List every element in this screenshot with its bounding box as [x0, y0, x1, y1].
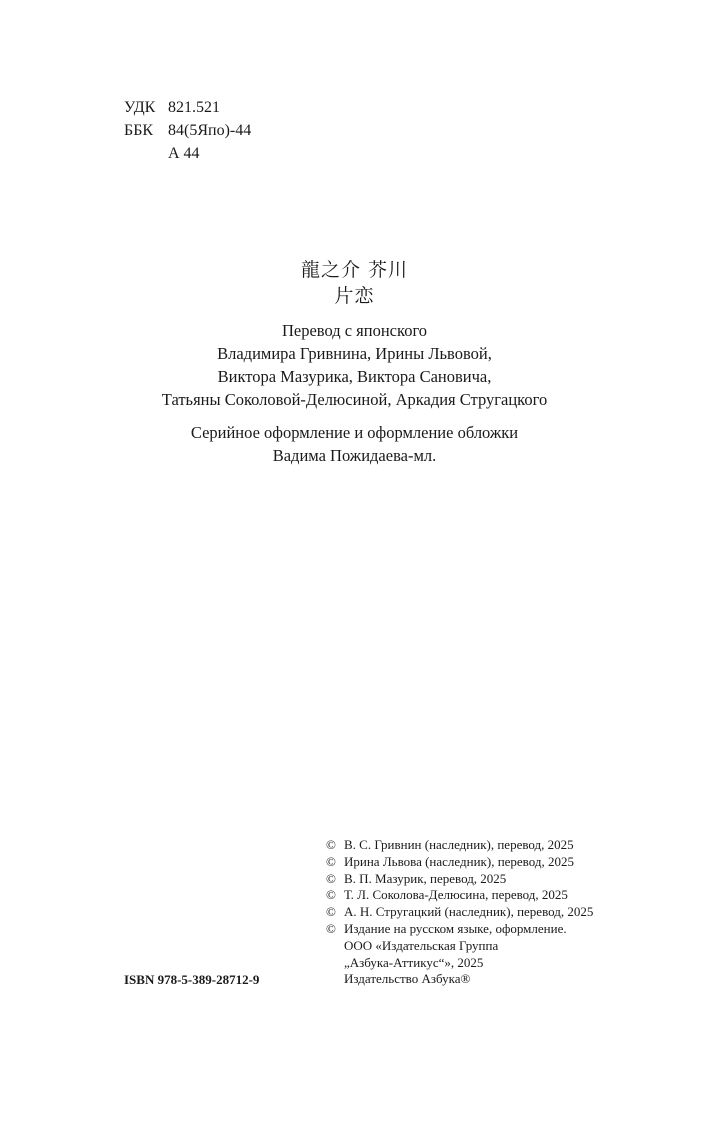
design-credits [0, 421, 709, 467]
copyright-symbol: © [326, 837, 336, 852]
author-mark-row [124, 142, 251, 165]
isbn: ISBN 978-5-389-28712-9 [124, 972, 260, 987]
copyright-entry [326, 921, 593, 938]
author-mark: А 44 [168, 145, 200, 162]
udk-label: УДК [124, 99, 156, 116]
copyright-block [326, 837, 593, 988]
copyright-symbol: © [326, 887, 336, 903]
design-line: Вадима Пожидаева-мл. [272, 446, 437, 465]
copyright-text: Т. Л. Соколова-Делюсина, перевод, 2025 [344, 887, 568, 903]
author-cjk: 龍之介 芥川 [300, 259, 409, 281]
publisher-line: Издательство Азбука® [344, 971, 471, 987]
translation-line: Перевод с японского [281, 321, 428, 340]
title-block [0, 257, 709, 309]
copyright-entry [326, 871, 593, 888]
copyright-continuation [326, 938, 593, 955]
classification-block [124, 96, 251, 165]
translation-line: Татьяны Соколовой-Делюсиной, Аркадия Стругацкого [161, 390, 548, 409]
udk-row [124, 96, 251, 119]
bbk-row [124, 119, 251, 142]
copyright-text: В. С. Гривнин (наследник), перевод, 2025 [344, 837, 574, 852]
translation-line: Владимира Гривнина, Ирины Львовой, [217, 344, 492, 363]
publisher-line: ООО «Издательская Группа [344, 937, 499, 953]
copyright-entry [326, 837, 593, 854]
udk-value: 821.521 [168, 99, 220, 116]
title-cjk: 片恋 [334, 285, 375, 307]
copyright-text: В. П. Мазурик, перевод, 2025 [344, 870, 507, 886]
publisher-line: „Азбука-Аттикус“», 2025 [344, 954, 484, 970]
translation-line: Виктора Мазурика, Виктора Сановича, [217, 367, 492, 386]
copyright-entry [326, 904, 593, 921]
copyright-symbol: © [326, 853, 336, 869]
bbk-label: ББК [124, 122, 154, 139]
translation-credits [0, 319, 709, 411]
copyright-symbol: © [326, 920, 336, 936]
copyright-symbol: © [326, 870, 336, 886]
copyright-continuation [326, 971, 593, 988]
bbk-value: 84(5Япо)-44 [168, 122, 252, 139]
copyright-entry [326, 854, 593, 871]
copyright-entry [326, 887, 593, 904]
design-line: Серийное оформление и оформление обложки [190, 423, 519, 442]
copyright-continuation [326, 955, 593, 972]
copyright-text: Издание на русском языке, оформление. [344, 920, 567, 936]
copyright-text: А. Н. Стругацкий (наследник), перевод, 2025 [344, 904, 594, 920]
copyright-text: Ирина Львова (наследник), перевод, 2025 [344, 853, 574, 869]
copyright-symbol: © [326, 904, 336, 920]
